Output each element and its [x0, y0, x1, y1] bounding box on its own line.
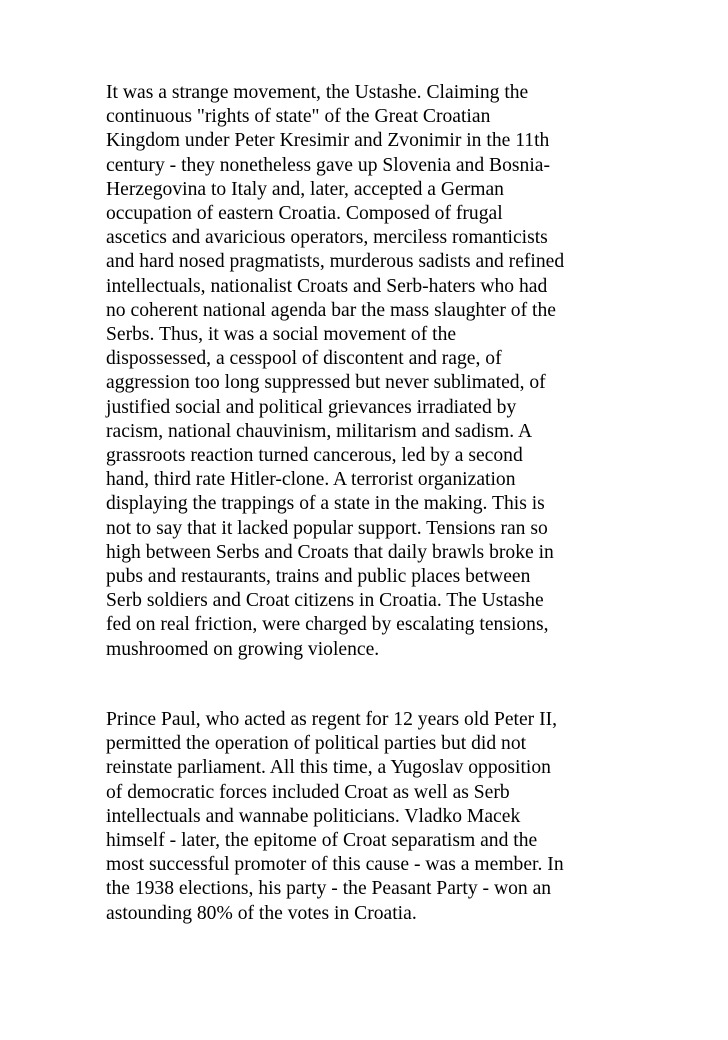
text-line: most successful promoter of this cause - was a member. In — [106, 854, 564, 876]
text-line: Kingdom under Peter Kresimir and Zvonimir in the 11th — [106, 130, 550, 152]
text-line: and hard nosed pragmatists, murderous sadists and refined — [106, 251, 565, 273]
text-line: It was a strange movement, the Ustashe. Claiming the — [106, 82, 529, 103]
text-line: continuous "rights of state" of the Great Croatian — [106, 106, 491, 128]
text-line: justified social and political grievances irradiated by — [106, 396, 517, 418]
text-line: high between Serbs and Croats that daily brawls broke in — [106, 541, 554, 563]
text-line: Prince Paul, who acted as regent for 12 years old Peter II, — [106, 709, 558, 730]
text-line: racism, national chauvinism, militarism and sadism. A — [106, 420, 533, 442]
text-line: Herzegovina to Italy and, later, accepted a German — [106, 178, 504, 200]
paragraph-2 — [106, 708, 626, 926]
text-line: reinstate parliament. All this time, a Yugoslav opposition — [106, 757, 551, 779]
text-line: grassroots reaction turned cancerous, led by a second — [106, 445, 523, 467]
text-line: the 1938 elections, his party - the Peasant Party - won an — [106, 878, 552, 900]
text-line: aggression too long suppressed but never sublimated, of — [106, 372, 546, 394]
text-line: dispossessed, a cesspool of discontent and rage, of — [106, 348, 502, 370]
text-line: himself - later, the epitome of Croat separatism and the — [106, 830, 538, 852]
text-line: mushroomed on growing violence. — [106, 638, 380, 660]
text-line: Serbs. Thus, it was a social movement of the — [106, 324, 457, 346]
text-line: occupation of eastern Croatia. Composed of frugal — [106, 203, 503, 225]
text-line: pubs and restaurants, trains and public places between — [106, 566, 531, 588]
text-line: no coherent national agenda bar the mass slaughter of the — [106, 299, 556, 321]
text-line: not to say that it lacked popular support. Tensions ran so — [106, 517, 548, 539]
text-line: century - they nonetheless gave up Slovenia and Bosnia- — [106, 154, 551, 176]
text-line: astounding 80% of the votes in Croatia. — [106, 902, 417, 924]
text-line: of democratic forces included Croat as well as Serb — [106, 781, 510, 803]
text-line: Serb soldiers and Croat citizens in Croatia. The Ustashe — [106, 590, 544, 612]
text-line: intellectuals, nationalist Croats and Serb-haters who had — [106, 275, 548, 297]
text-line: intellectuals and wannabe politicians. Vladko Macek — [106, 805, 521, 827]
paragraph-1 — [106, 81, 626, 662]
text-line: fed on real friction, were charged by escalating tensions, — [106, 614, 549, 636]
text-line: ascetics and avaricious operators, merciless romanticists — [106, 227, 548, 249]
text-line: hand, third rate Hitler-clone. A terrorist organization — [106, 469, 516, 491]
text-line: permitted the operation of political parties but did not — [106, 733, 527, 755]
text-line: displaying the trappings of a state in the making. This is — [106, 493, 545, 515]
